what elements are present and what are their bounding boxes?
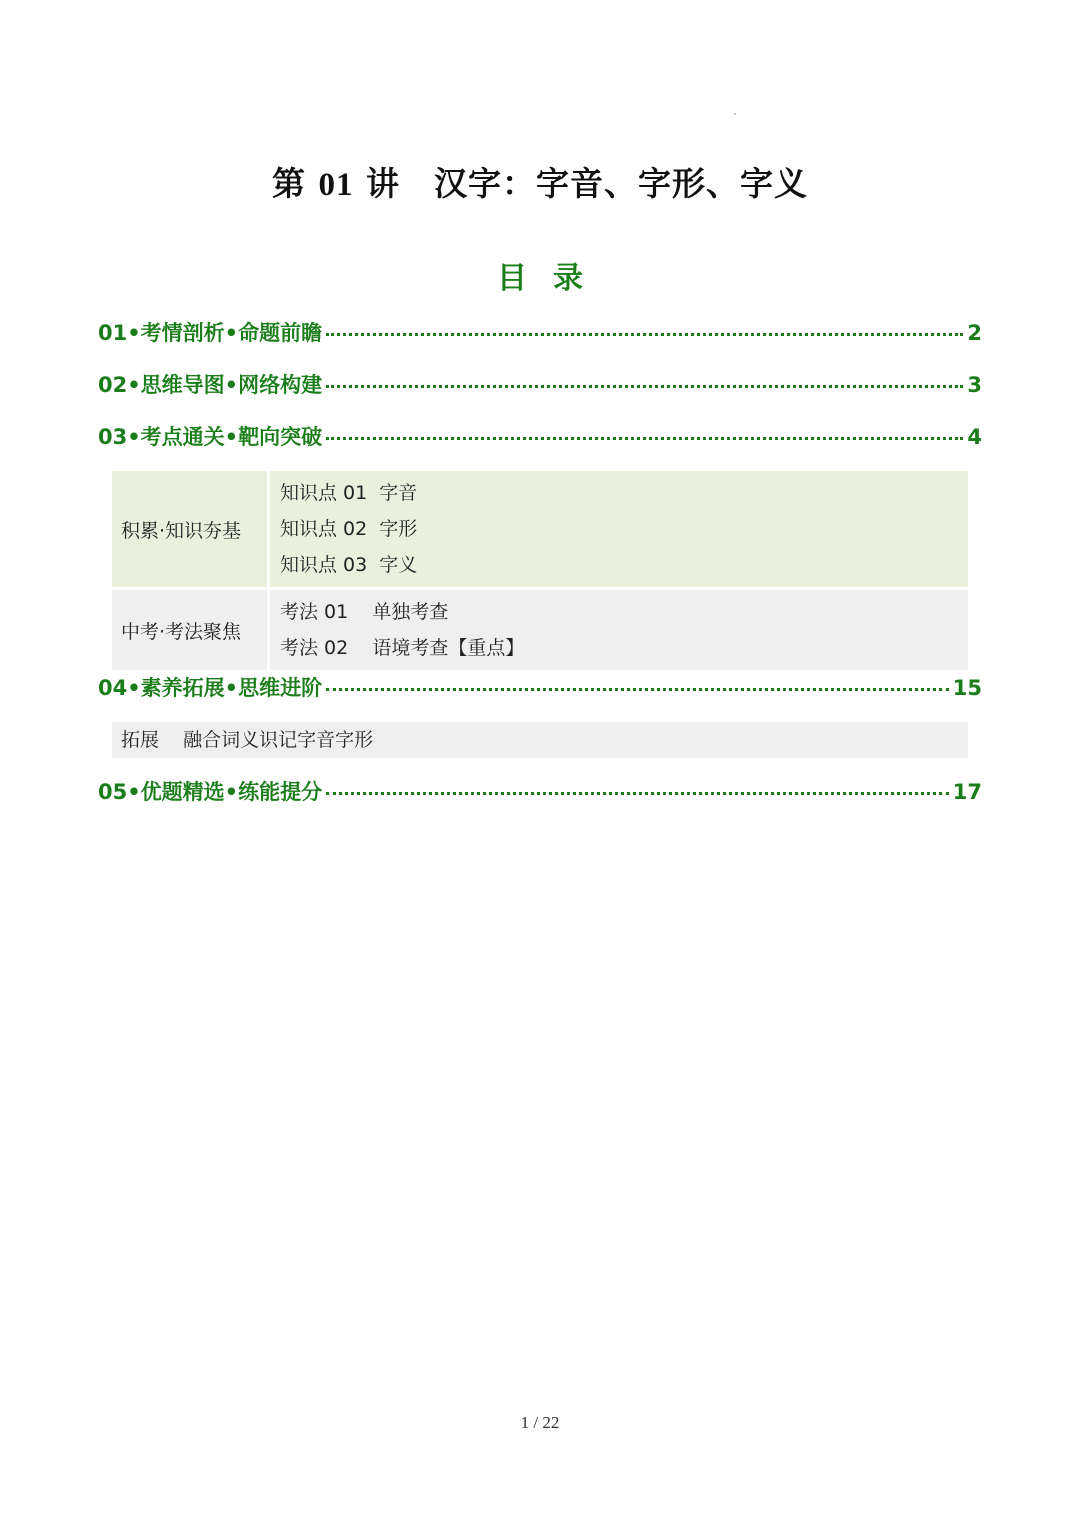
subtopic-item[interactable]: 考法 01 单独考查 bbox=[280, 601, 449, 623]
toc-leader-dots bbox=[326, 333, 963, 336]
group-row-knowledge bbox=[112, 471, 968, 590]
toc-entry-page: 3 bbox=[967, 373, 982, 397]
toc-leader-dots bbox=[326, 385, 963, 388]
toc-entry-label: 05•优题精选•练能提分 bbox=[98, 780, 323, 804]
toc-leader-dots bbox=[326, 792, 949, 795]
toc-leader-dots bbox=[326, 437, 963, 440]
toc-leader-dots bbox=[326, 688, 949, 691]
toc-entry-05[interactable] bbox=[98, 776, 982, 806]
page-indicator: 1 / 22 bbox=[520, 1413, 560, 1432]
document-title bbox=[0, 158, 1080, 205]
group-category: 积累·知识夯基 bbox=[112, 471, 270, 587]
toc-heading: 目录 bbox=[497, 261, 609, 296]
toc-entry-02[interactable] bbox=[98, 369, 982, 399]
group-row-exam bbox=[112, 590, 968, 673]
group-category: 中考·考法聚焦 bbox=[112, 590, 270, 670]
toc-entry-label: 01•考情剖析•命题前瞻 bbox=[98, 321, 323, 345]
toc-entry-page: 2 bbox=[967, 321, 982, 345]
subtopic-item[interactable]: 知识点 03 字义 bbox=[280, 554, 418, 576]
group-items bbox=[270, 590, 968, 670]
title-prefix: 第 bbox=[272, 164, 306, 203]
toc-entry-03[interactable] bbox=[98, 421, 982, 451]
toc-entry-page: 4 bbox=[967, 425, 982, 449]
group-items bbox=[270, 471, 968, 587]
section-03-subtable bbox=[112, 471, 968, 673]
subtopic-item[interactable]: 知识点 01 字音 bbox=[280, 482, 418, 504]
toc-entry-label: 04•素养拓展•思维进阶 bbox=[98, 676, 323, 700]
toc-entry-01[interactable] bbox=[98, 317, 982, 347]
stray-dot bbox=[734, 113, 736, 115]
toc-entry-page: 17 bbox=[952, 780, 982, 804]
toc-entry-04[interactable] bbox=[98, 672, 982, 702]
toc-entry-label: 03•考点通关•靶向突破 bbox=[98, 425, 323, 449]
section-04-subitem[interactable]: 拓展 融合词义识记字音字形 bbox=[112, 722, 968, 758]
title-number: 01 bbox=[318, 167, 354, 203]
toc-entry-page: 15 bbox=[952, 676, 982, 700]
subtopic-item[interactable]: 考法 02 语境考查【重点】 bbox=[280, 637, 525, 659]
title-suffix: 讲 汉字：字音、字形、字义 bbox=[366, 164, 808, 203]
toc-entry-label: 02•思维导图•网络构建 bbox=[98, 373, 323, 397]
subtopic-item[interactable]: 知识点 02 字形 bbox=[280, 518, 418, 540]
